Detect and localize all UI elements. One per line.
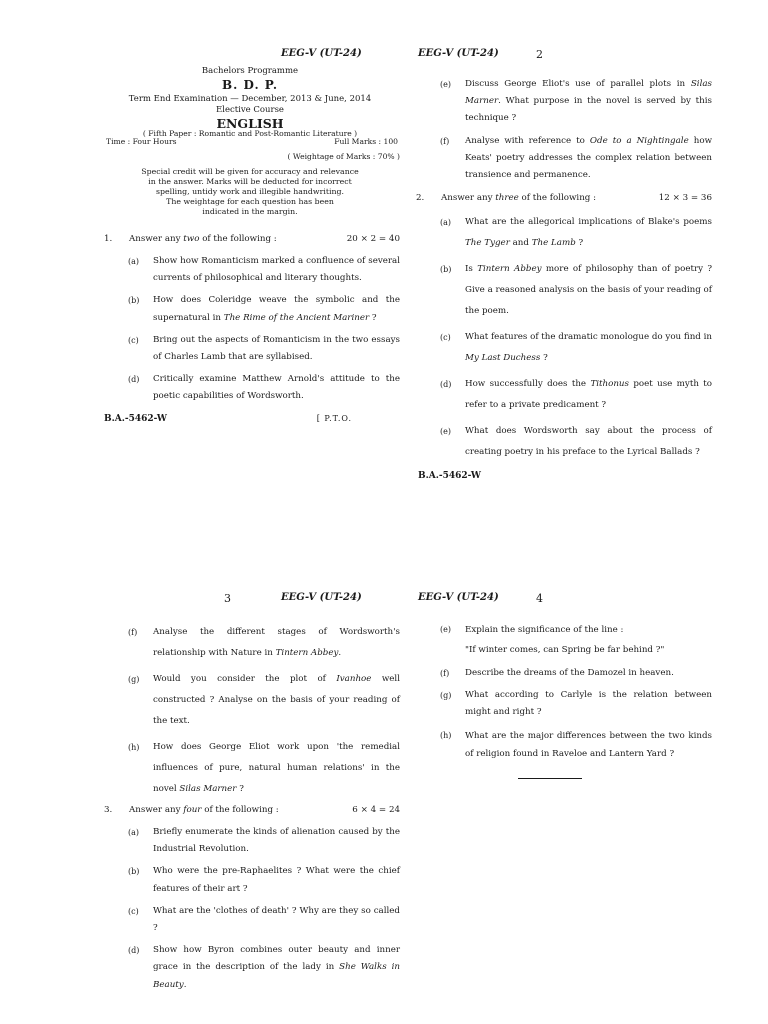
exam-page-2 bbox=[412, 48, 712, 485]
page-header bbox=[412, 48, 712, 66]
sub-question-label: (f) bbox=[128, 628, 138, 637]
question-instruction: Answer any three of the following : bbox=[441, 193, 597, 204]
sub-question-3h bbox=[412, 727, 712, 764]
programme-code: B. D. P. bbox=[221, 78, 279, 92]
sub-question-text: How does Coleridge weave the symbolic and the supernatural in The Rime of the Ancient Mariner ? bbox=[153, 295, 400, 323]
sub-question-label: (a) bbox=[128, 828, 140, 837]
question-instruction: Answer any four of the following : bbox=[129, 805, 279, 815]
question-marks: 20 × 2 = 40 bbox=[346, 234, 400, 244]
sub-question-1b bbox=[100, 292, 400, 326]
sub-question-3d bbox=[100, 942, 400, 994]
sub-question-1a bbox=[100, 253, 400, 287]
sub-question-label: (d) bbox=[440, 380, 452, 390]
sub-question-3e bbox=[412, 620, 712, 660]
sub-question-label: (g) bbox=[440, 691, 452, 701]
exam-page-1 bbox=[100, 48, 400, 428]
time-marks-line bbox=[100, 138, 400, 148]
sub-question-label: (e) bbox=[440, 80, 451, 89]
sub-question-text: Who were the pre-Raphaelites ? What were the chief features of their art ? bbox=[153, 866, 400, 894]
sub-question-label: (b) bbox=[440, 265, 452, 275]
full-marks: Full Marks : 100 bbox=[334, 137, 398, 146]
instructions-note bbox=[100, 167, 400, 217]
sub-question-1c bbox=[100, 332, 400, 366]
exam-page-4 bbox=[412, 592, 712, 779]
course-code: EEG-V (UT-24) bbox=[281, 592, 362, 603]
course-code: EEG-V (UT-24) bbox=[418, 48, 499, 59]
sub-question-text: Show how Byron combines outer beauty and inner grace in the description of the lady in She Walks in Beauty. bbox=[153, 945, 400, 990]
sub-question-label: (h) bbox=[440, 730, 452, 740]
sub-question-text: Describe the dreams of the Damozel in heaven. bbox=[465, 668, 674, 678]
sub-question-text: How does George Eliot work upon 'the remedial influences of pure, natural human relations' in the novel Silas Marner ? bbox=[153, 742, 400, 794]
question-instruction: Answer any two of the following : bbox=[129, 234, 277, 244]
time-allowed: Time : Four Hours bbox=[106, 137, 177, 146]
exam-page-3 bbox=[100, 592, 400, 994]
note-line: The weightage for each question has been bbox=[166, 197, 334, 206]
paper-code: B.A.-5462-W bbox=[418, 471, 481, 482]
sub-question-label: (g) bbox=[128, 675, 140, 684]
sub-question-text: What are the 'clothes of death' ? Why are they so called ? bbox=[153, 905, 400, 934]
sub-question-label: (d) bbox=[128, 946, 140, 956]
sub-question-text: How successfully does the Tithonus poet use myth to refer to a private predicament ? bbox=[465, 379, 713, 411]
sub-question-text: What are the allegorical implications of Blake's poems The Tyger and The Lamb ? bbox=[465, 217, 712, 249]
sub-question-label: (a) bbox=[128, 257, 140, 266]
sub-question-label: (e) bbox=[440, 625, 451, 634]
sub-question-text: Discuss George Eliot's use of parallel plots in Silas Marner. What purpose in the novel is served by this technique ? bbox=[465, 79, 712, 124]
sub-question-2g bbox=[100, 669, 400, 732]
sub-question-2f bbox=[100, 622, 400, 664]
sub-question-text: Analyse the different stages of Wordsworth's relationship with Nature in Tintern Abbey. bbox=[153, 627, 400, 658]
sub-question-label: (a) bbox=[440, 218, 452, 228]
sub-question-3f bbox=[412, 665, 712, 682]
page-number: 4 bbox=[536, 592, 543, 605]
question-2 bbox=[412, 190, 712, 207]
sub-question-3b bbox=[100, 863, 400, 897]
sub-question-label: (f) bbox=[440, 669, 450, 678]
sub-question-text: Analyse with reference to Ode to a Nightingale how Keats' poetry addresses the complex relation between transience and permanence. bbox=[465, 135, 712, 181]
sub-question-3a bbox=[100, 824, 400, 858]
note-line: in the answer. Marks will be deducted for incorrect bbox=[148, 177, 352, 186]
pto-marker: [ P.T.O. bbox=[316, 413, 352, 423]
sub-question-text: What according to Carlyle is the relation between might and right ? bbox=[465, 690, 712, 718]
sub-question-2e bbox=[412, 421, 712, 463]
sub-question-text: Show how Romanticism marked a confluence of several currents of philosophical and literary thoughts. bbox=[153, 256, 400, 284]
note-line: indicated in the margin. bbox=[202, 207, 298, 216]
sub-question-label: (h) bbox=[128, 743, 140, 752]
page-header bbox=[412, 592, 712, 610]
question-number: 1. bbox=[104, 234, 113, 244]
sub-question-text: What does Wordsworth say about the process of creating poetry in his preface to the Lyrical Ballads ? bbox=[465, 426, 712, 458]
question-marks: 6 × 4 = 24 bbox=[352, 805, 400, 815]
note-line: spelling, untidy work and illegible handwriting. bbox=[156, 187, 344, 196]
page-number: 3 bbox=[224, 592, 231, 605]
course-code: EEG-V (UT-24) bbox=[418, 592, 499, 603]
sub-question-label: (e) bbox=[440, 427, 451, 437]
paper-code: B.A.-5462-W bbox=[104, 413, 167, 424]
end-rule bbox=[518, 778, 582, 780]
question-number: 3. bbox=[104, 805, 113, 815]
page-header bbox=[100, 48, 400, 66]
question-1 bbox=[100, 231, 400, 248]
course-code: EEG-V (UT-24) bbox=[281, 48, 362, 59]
sub-question-label: (c) bbox=[440, 333, 451, 343]
sub-question-1f bbox=[412, 133, 712, 185]
sub-question-text: Is Tintern Abbey more of philosophy than of poetry ? Give a reasoned analysis on the basis of your reading of the poem. bbox=[465, 264, 713, 317]
question-marks: 12 × 3 = 36 bbox=[658, 193, 712, 204]
sub-question-1d bbox=[100, 371, 400, 405]
sub-question-text: Explain the significance of the line : bbox=[465, 625, 624, 635]
page-number: 2 bbox=[536, 48, 543, 61]
course-type: Elective Course bbox=[216, 105, 284, 115]
sub-question-label: (b) bbox=[128, 296, 140, 306]
sub-question-label: (d) bbox=[128, 375, 140, 385]
note-line: Special credit will be given for accuracy and relevance bbox=[141, 167, 359, 176]
sub-question-label: (c) bbox=[128, 335, 139, 345]
sub-question-3g bbox=[412, 687, 712, 721]
sub-question-text: What are the major differences between the two kinds of religion found in Raveloe and Lantern Yard ? bbox=[465, 730, 712, 760]
programme-name: Bachelors Programme bbox=[201, 66, 299, 76]
sub-question-2a bbox=[412, 212, 712, 254]
sub-question-text: Bring out the aspects of Romanticism in the two essays of Charles Lamb that are syllabised. bbox=[153, 334, 400, 363]
sub-question-text: Briefly enumerate the kinds of alienation caused by the Industrial Revolution. bbox=[153, 827, 400, 855]
weightage: ( Weightage of Marks : 70% ) bbox=[287, 152, 400, 161]
sub-question-label: (c) bbox=[128, 906, 139, 916]
sub-question-1e bbox=[412, 76, 712, 128]
sub-question-3c bbox=[100, 903, 400, 937]
quoted-line: "If winter comes, can Spring be far behind ?" bbox=[465, 645, 665, 655]
sub-question-2d bbox=[412, 374, 712, 416]
sub-question-2c bbox=[412, 327, 712, 369]
sub-question-text: Would you consider the plot of Ivanhoe well constructed ? Analyse on the basis of your reading of the text. bbox=[153, 674, 400, 726]
paper-title: ( Fifth Paper : Romantic and Post-Romantic Literature ) bbox=[142, 129, 358, 138]
page-footer bbox=[412, 471, 712, 485]
subject-title: ENGLISH bbox=[216, 116, 284, 131]
page-footer bbox=[100, 414, 400, 428]
exam-session: Term End Examination — December, 2013 & June, 2014 bbox=[128, 94, 372, 104]
sub-question-text: Critically examine Matthew Arnold's attitude to the poetic capabilities of Wordsworth. bbox=[153, 374, 400, 402]
sub-question-text: What features of the dramatic monologue do you find in My Last Duchess ? bbox=[465, 332, 712, 364]
sub-question-label: (f) bbox=[440, 136, 450, 146]
page-header bbox=[100, 592, 400, 610]
sub-question-2b bbox=[412, 259, 712, 322]
question-3 bbox=[100, 802, 400, 819]
sub-question-2h bbox=[100, 737, 400, 800]
sub-question-label: (b) bbox=[128, 867, 140, 877]
question-number: 2. bbox=[416, 193, 425, 204]
